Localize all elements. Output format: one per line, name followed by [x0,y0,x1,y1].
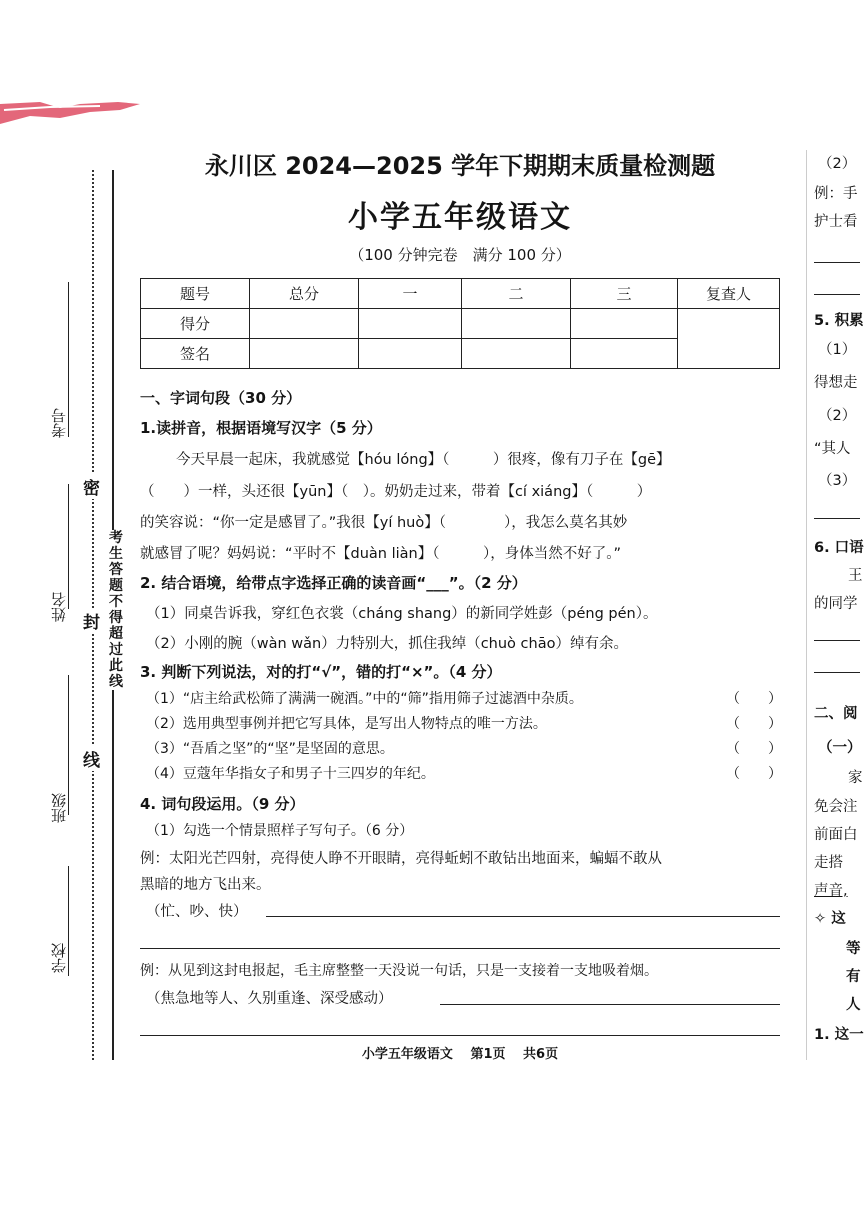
score-cell[interactable] [359,309,462,339]
q4-title: 4. 词句段运用。（9 分） [140,795,305,813]
q1-line: 的笑容说：“你一定是感冒了。”我很【yí huò】（ ），我怎么莫名其妙 [140,515,628,531]
score-row-signature: 签名 [141,339,250,369]
q2-line: （1）同桌告诉我，穿红色衣裳（cháng shang）的新同学姓彭（péng pén）。 [146,606,658,622]
answer-line[interactable] [814,262,860,263]
q4-options1: （忙、吵、快） [146,904,248,920]
answer-line[interactable] [140,1035,780,1036]
red-ink-mark [0,98,140,126]
answer-line[interactable] [140,948,780,949]
score-header-3: 三 [571,279,678,309]
q3-title: 3. 判断下列说法，对的打“√”，错的打“×”。（4 分） [140,663,502,681]
q3-item: （3）“吾盾之坚”的“坚”是坚固的意思。 [146,741,394,757]
q1-line: 今天早晨一起床，我就感觉【hóu lóng】（ ）很疼，像有刀子在【gē】 [176,452,671,468]
signature-cell[interactable] [462,339,571,369]
q2-line: （2）小刚的腕（wàn wǎn）力特别大，抓住我绰（chuò chāo）绰有余。 [146,636,628,652]
page-fold-line [806,150,807,1060]
q1-line: （ ）一样，头还很【yūn】（ ）。奶奶走过来，带着【cí xiáng】（ ） [140,484,652,500]
q2-title: 2. 结合语境，给带点字选择正确的读音画“___”。（2 分） [140,574,527,592]
right-page-text: 护士看 [814,214,858,230]
score-table [140,278,780,369]
right-page-text: 的同学 [814,596,858,612]
q3-item: （1）“店主给武松筛了满满一碗酒。”中的“筛”指用筛子过滤酒中杂质。 [146,691,583,707]
field-label-class: 班级 [50,793,68,823]
right-page-text: 家 [848,770,863,786]
score-header-total: 总分 [250,279,359,309]
right-page-text: （3） [818,473,857,489]
field-label-name: 姓名 [50,592,68,622]
signature-cell[interactable] [250,339,359,369]
right-page-text: 例：手 [814,186,858,202]
answer-line[interactable] [814,672,860,673]
score-header-2: 二 [462,279,571,309]
right-page-text: “其人 [814,441,851,457]
right-page-text: （2） [818,408,857,424]
right-page-text: （1） [818,342,857,358]
q3-answer-paren[interactable]: （ ） [726,766,782,782]
q3-item: （2）选用典型事例并把它写具体，是写出人物特点的唯一方法。 [146,716,547,732]
q4-example1: 黑暗的地方飞出来。 [140,877,271,893]
q1-line: 就感冒了呢？妈妈说：“平时不【duàn liàn】（ ），身体当然不好了。” [140,546,621,562]
q3-answer-paren[interactable]: （ ） [726,691,782,707]
q3-item: （4）豆蔻年华指女子和男子十三四岁的年纪。 [146,766,435,782]
q3-answer-paren[interactable]: （ ） [726,716,782,732]
field-label-exam-number: 考号 [50,408,68,438]
subject-title: 小学五年级语文 [348,200,572,235]
right-page-text: （一） [818,740,862,756]
field-line-name [68,484,69,609]
seal-mark-feng: 封 [83,608,100,633]
score-header-question: 题号 [141,279,250,309]
q3-answer-paren[interactable]: （ ） [726,741,782,757]
field-line-school [68,866,69,976]
right-page-text: 1. 这一 [814,1027,864,1043]
right-page-text: 走搭 [814,855,843,871]
right-page-text: 6. 口语 [814,540,864,556]
right-page-text: 有 [846,969,861,985]
field-label-school: 学校 [50,943,68,973]
right-page-text: 二、阅 [814,706,858,722]
q4-options2: （焦急地等人、久别重逢、深受感动） [146,991,393,1007]
right-page-text: 人 [846,997,861,1013]
q4-sub1: （1）勾选一个情景照样子写句子。（6 分） [146,823,414,839]
right-page-text: 得想走 [814,375,858,391]
answer-line[interactable] [440,1004,780,1005]
right-page-text: 等 [846,941,861,957]
answer-line[interactable] [814,294,860,295]
answer-line[interactable] [266,916,780,917]
right-page-text: 声音, [814,883,848,899]
right-page-text: 免会注 [814,799,858,815]
score-header-1: 一 [359,279,462,309]
q1-title: 1.读拼音，根据语境写汉字（5 分） [140,419,382,437]
right-page-text: ✧ 这 [814,911,846,927]
reviewer-cell[interactable] [678,309,780,369]
exam-subtitle: （100 分钟完卷 满分 100 分） [349,246,571,264]
right-page-text: 5. 积累 [814,313,864,329]
score-cell[interactable] [571,309,678,339]
right-page-text: 前面白 [814,827,858,843]
seal-mark-mi: 密 [83,474,100,499]
exam-title: 永川区 2024—2025 学年下期期末质量检测题 [204,152,716,180]
seal-mark-xian: 线 [83,746,100,771]
field-line-class [68,675,69,815]
section-1-title: 一、字词句段（30 分） [140,389,302,407]
q4-example1: 例：太阳光芒四射，亮得使人睁不开眼睛，亮得蚯蚓不敢钻出地面来，蝙蝠不敢从 [140,851,662,867]
q4-example2: 例：从见到这封电报起，毛主席整整一天没说一句话，只是一支接着一支地吸着烟。 [140,963,658,979]
score-cell[interactable] [462,309,571,339]
right-page-text: 王 [848,568,863,584]
binding-warning: 考生答题不得超过此线 [106,530,126,690]
answer-line[interactable] [814,640,860,641]
score-row-score: 得分 [141,309,250,339]
right-page-text: （2） [818,156,857,172]
answer-line[interactable] [814,518,860,519]
signature-cell[interactable] [359,339,462,369]
signature-cell[interactable] [571,339,678,369]
field-line-exam-number [68,282,69,437]
page-footer: 小学五年级语文 第1页 共6页 [361,1047,559,1062]
score-header-reviewer: 复查人 [678,279,780,309]
score-cell[interactable] [250,309,359,339]
